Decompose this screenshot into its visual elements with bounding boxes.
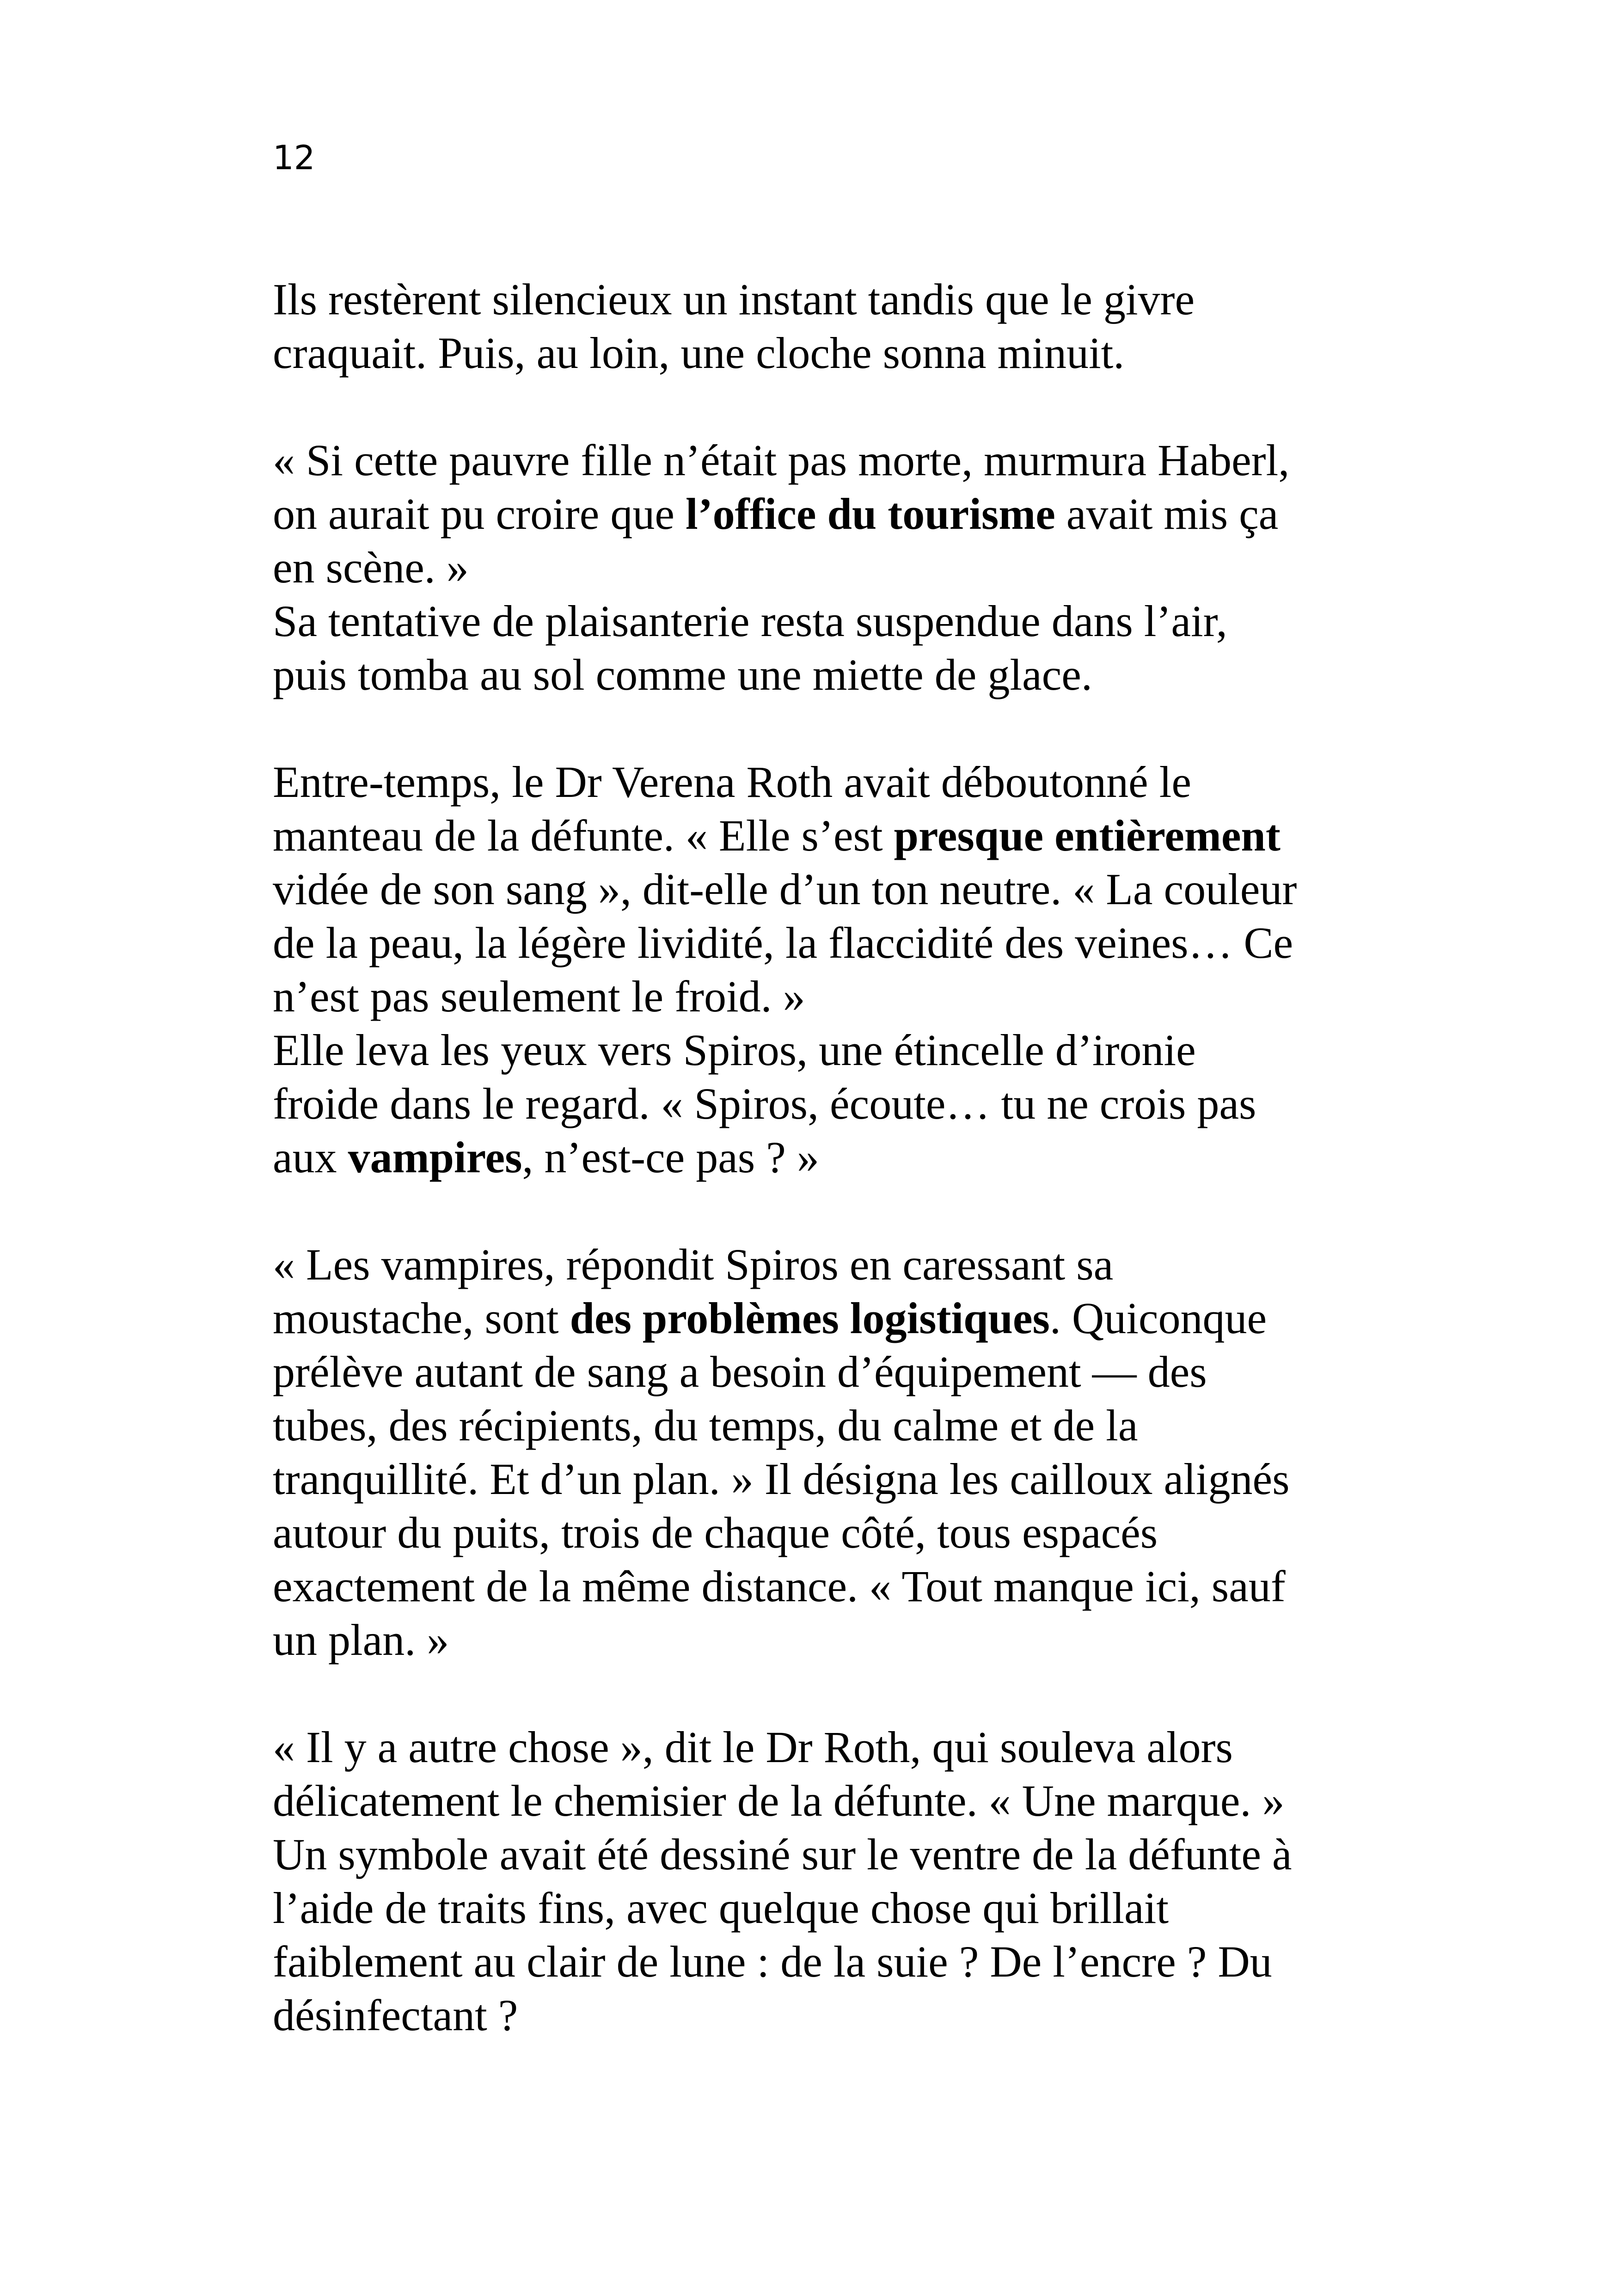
body-text <box>273 273 1382 2042</box>
text-run: l’aide de traits fins, avec quelque chose qui brillait <box>273 1883 1169 1933</box>
paragraph-gap <box>273 1184 1382 1238</box>
text-line <box>273 1399 1382 1452</box>
text-run: autour du puits, trois de chaque côté, tous espacés <box>273 1508 1158 1557</box>
text-line <box>273 863 1382 916</box>
text-line <box>273 1292 1382 1345</box>
text-run: n’est pas seulement le froid. » <box>273 972 805 1021</box>
text-line <box>273 916 1382 970</box>
text-line <box>273 541 1382 594</box>
text-line <box>273 1131 1382 1184</box>
text-run: moustache, sont <box>273 1293 570 1343</box>
text-run: on aurait pu croire que <box>273 489 686 539</box>
text-run: aux <box>273 1133 348 1182</box>
text-run: Ils restèrent silencieux un instant tandis que le givre <box>273 275 1195 324</box>
bold-text: vampires <box>348 1133 522 1182</box>
paragraph-gap <box>273 702 1382 755</box>
text-line <box>273 1345 1382 1399</box>
text-line <box>273 273 1382 326</box>
text-line <box>273 1452 1382 1506</box>
text-run: avait mis ça <box>1055 489 1279 539</box>
text-run: de la peau, la légère lividité, la flaccidité des veines… Ce <box>273 918 1293 967</box>
text-run: Sa tentative de plaisanterie resta suspendue dans l’air, <box>273 596 1227 646</box>
text-line <box>273 1077 1382 1131</box>
text-line <box>273 1881 1382 1935</box>
text-run: Elle leva les yeux vers Spiros, une étincelle d’ironie <box>273 1025 1196 1075</box>
text-run: Entre-temps, le Dr Verena Roth avait déboutonné le <box>273 757 1191 807</box>
text-run: vidée de son sang », dit-elle d’un ton neutre. « La couleur <box>273 864 1297 914</box>
text-run: manteau de la défunte. « Elle s’est <box>273 811 894 860</box>
text-run: « Les vampires, répondit Spiros en caressant sa <box>273 1240 1114 1289</box>
text-run: désinfectant ? <box>273 1990 518 2040</box>
bold-text: l’office du tourisme <box>685 489 1055 539</box>
text-run: exactement de la même distance. « Tout manque ici, sauf <box>273 1561 1286 1611</box>
text-run: craquait. Puis, au loin, une cloche sonna minuit. <box>273 328 1125 378</box>
text-line <box>273 594 1382 648</box>
paragraph <box>273 755 1382 1184</box>
text-run: , n’est-ce pas ? » <box>522 1133 819 1182</box>
text-line <box>273 1828 1382 1881</box>
paragraph <box>273 273 1382 380</box>
text-run: puis tomba au sol comme une miette de glace. <box>273 650 1092 699</box>
text-line <box>273 1935 1382 1989</box>
text-line <box>273 487 1382 541</box>
text-line <box>273 1613 1382 1667</box>
text-line <box>273 755 1382 809</box>
text-line <box>273 326 1382 380</box>
paragraph <box>273 1720 1382 2042</box>
text-line <box>273 1560 1382 1613</box>
text-line <box>273 648 1382 702</box>
text-line <box>273 1023 1382 1077</box>
text-run: en scène. » <box>273 543 469 592</box>
paragraph-gap <box>273 1667 1382 1720</box>
text-run: froide dans le regard. « Spiros, écoute… tu ne crois pas <box>273 1079 1256 1128</box>
text-line <box>273 1989 1382 2042</box>
text-run: Un symbole avait été dessiné sur le ventre de la défunte à <box>273 1830 1292 1879</box>
bold-text: des problèmes logistiques <box>570 1293 1050 1343</box>
text-run: « Il y a autre chose », dit le Dr Roth, qui souleva alors <box>273 1722 1233 1772</box>
text-line <box>273 434 1382 487</box>
text-line <box>273 809 1382 863</box>
text-line <box>273 1774 1382 1828</box>
text-line <box>273 1238 1382 1292</box>
paragraph-gap <box>273 380 1382 434</box>
text-line <box>273 1506 1382 1560</box>
paragraph <box>273 1238 1382 1667</box>
text-run: tranquillité. Et d’un plan. » Il désigna les cailloux alignés <box>273 1454 1290 1504</box>
text-run: délicatement le chemisier de la défunte. « Une marque. » <box>273 1776 1285 1825</box>
text-run: faiblement au clair de lune : de la suie ? De l’encre ? Du <box>273 1937 1272 1986</box>
text-line <box>273 1720 1382 1774</box>
paragraph <box>273 434 1382 702</box>
page-number: 12 <box>273 138 315 177</box>
text-run: . Quiconque <box>1049 1293 1267 1343</box>
text-line <box>273 970 1382 1023</box>
text-run: tubes, des récipients, du temps, du calme et de la <box>273 1401 1138 1450</box>
bold-text: presque entièrement <box>894 811 1281 860</box>
text-run: un plan. » <box>273 1615 449 1665</box>
text-run: prélève autant de sang a besoin d’équipement — des <box>273 1347 1207 1396</box>
text-run: « Si cette pauvre fille n’était pas morte, murmura Haberl, <box>273 435 1290 485</box>
